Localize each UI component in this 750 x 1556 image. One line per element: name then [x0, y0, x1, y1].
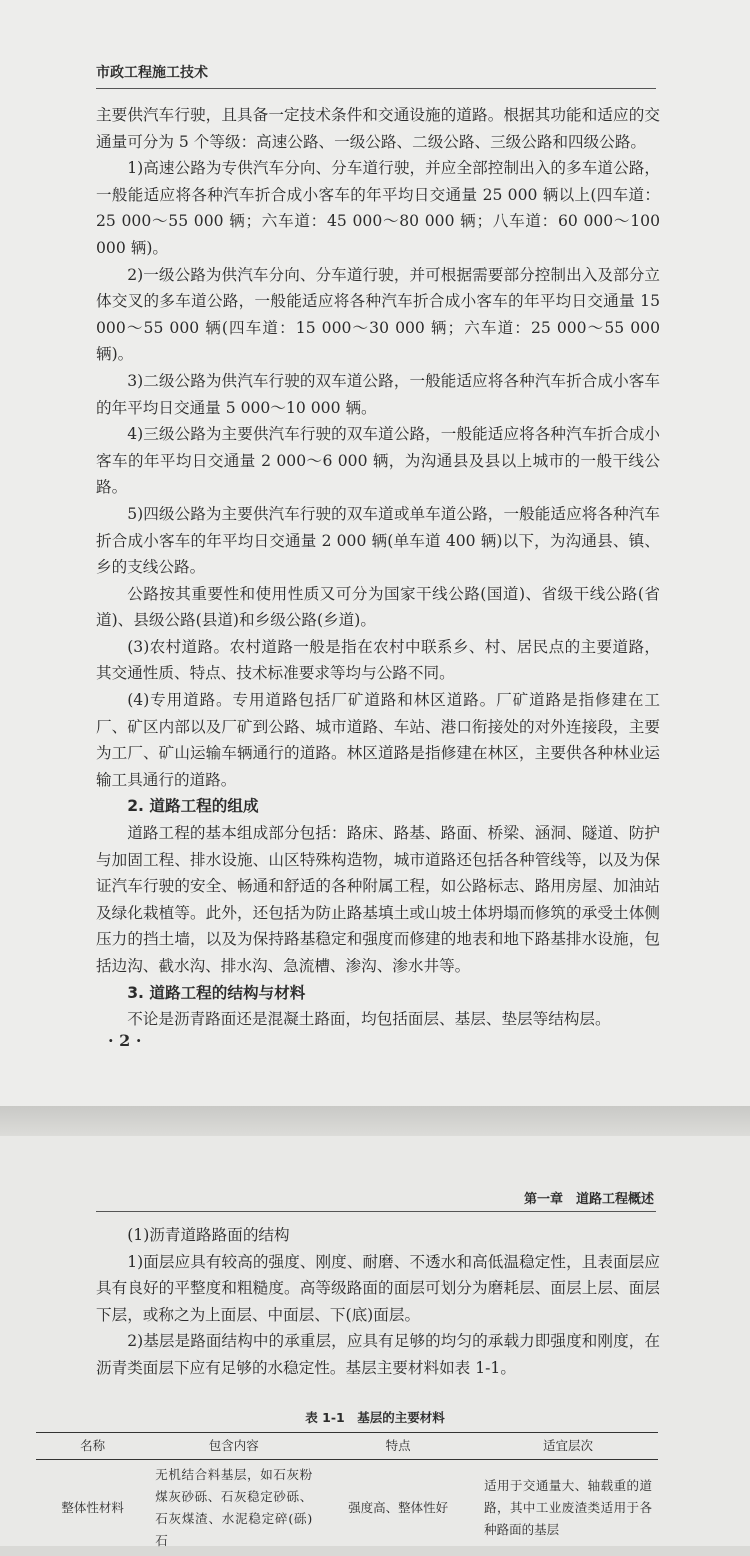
paragraph: 主要供汽车行驶，且具备一定技术条件和交通设施的道路。根据其功能和适应的交通量可分为 5 个等级：高速公路、一级公路、二级公路、三级公路和四级公路。 [96, 102, 660, 155]
paragraph: (4)专用道路。专用道路包括厂矿道路和林区道路。厂矿道路是指修建在工厂、矿区内部以及厂矿到公路、城市道路、车站、港口衔接处的对外连接段，主要为工厂、矿山运输车辆通行的道路。林区道路是指修建在林区，主要供各种林业运输工具通行的道路。 [96, 687, 660, 793]
paragraph: (3)农村道路。农村道路一般是指在农村中联系乡、村、居民点的主要道路，其交通性质、特点、技术标准要求等均与公路不同。 [96, 634, 660, 687]
paragraph: (1)沥青道路路面的结构 [96, 1222, 660, 1249]
paragraph: 1)高速公路为专供汽车分向、分车道行驶，并应全部控制出入的多车道公路，一般能适应将各种汽车折合成小客车的年平均日交通量 25 000 辆以上(四车道：25 000～55 000 辆；六车道：45 000～80 000 辆；八车道：60 000～100 000 辆)。 [96, 155, 660, 261]
cell-layer: 适用于交通量大、轴载重的道路，其中工业废渣类适用于各种路面的基层 [478, 1460, 658, 1556]
page-number: · 2 · [108, 1031, 141, 1050]
table-header-row [36, 1433, 658, 1460]
paragraph: 不论是沥青路面还是混凝土路面，均包括面层、基层、垫层等结构层。 [96, 1006, 660, 1033]
paragraph: 公路按其重要性和使用性质又可分为国家干线公路(国道)、省级干线公路(省道)、县级公路(县道)和乡级公路(乡道)。 [96, 581, 660, 634]
body-text [96, 1222, 660, 1382]
paragraph: 3)二级公路为供汽车行驶的双车道公路，一般能适应将各种汽车折合成小客车的年平均日交通量 5 000～10 000 辆。 [96, 368, 660, 421]
paragraph: 2)一级公路为供汽车分向、分车道行驶，并可根据需要部分控制出入及部分立体交叉的多车道公路，一般能适应将各种汽车折合成小客车的年平均日交通量 15 000～55 000 辆(四车道：15 000～30 000 辆；六车道：25 000～55 000 辆)。 [96, 262, 660, 368]
materials-table [36, 1432, 658, 1556]
paragraph: 4)三级公路为主要供汽车行驶的双车道公路，一般能适应将各种汽车折合成小客车的年平均日交通量 2 000～6 000 辆，为沟通县及县以上城市的一般干线公路。 [96, 421, 660, 501]
paragraph: 2)基层是路面结构中的承重层，应具有足够的均匀的承载力即强度和刚度，在沥青类面层下应有足够的水稳定性。基层主要材料如表 1-1。 [96, 1328, 660, 1381]
paragraph: 5)四级公路为主要供汽车行驶的双车道或单车道公路，一般能适应将各种汽车折合成小客车的年平均日交通量 2 000 辆(单车道 400 辆)以下，为沟通县、镇、乡的支线公路。 [96, 501, 660, 581]
section-heading: 3. 道路工程的结构与材料 [96, 980, 660, 1007]
paragraph: 道路工程的基本组成部分包括：路床、路基、路面、桥梁、涵洞、隧道、防护与加固工程、排水设施、山区特殊构造物，城市道路还包括各种管线等，以及为保证汽车行驶的安全、畅通和舒适的各种附属工程，如公路标志、路用房屋、加油站及绿化栽植等。此外，还包括为防止路基填土或山坡土体坍塌而修筑的承受土体侧压力的挡土墙，以及为保持路基稳定和强度而修建的地表和地下路基排水设施，包括边沟、截水沟、排水沟、急流槽、渗沟、渗水井等。 [96, 820, 660, 980]
column-header: 特点 [318, 1433, 478, 1460]
cell-feature: 强度高、整体性好 [318, 1460, 478, 1556]
paragraph: 1)面层应具有较高的强度、刚度、耐磨、不透水和高低温稳定性，且表面层应具有良好的平整度和粗糙度。高等级路面的面层可划分为磨耗层、面层上层、面层下层，或称之为上面层、中面层、下(底)面层。 [96, 1249, 660, 1329]
running-head: 第一章 道路工程概述 [524, 1188, 654, 1207]
table-caption: 表 1-1 基层的主要材料 [0, 1408, 750, 1426]
section-heading: 2. 道路工程的组成 [96, 793, 660, 820]
cell-content: 无机结合料基层，如石灰粉煤灰砂砾、石灰稳定砂砾、石灰煤渣、水泥稳定碎(砾)石 [149, 1460, 318, 1556]
running-head: 市政工程施工技术 [96, 62, 208, 82]
column-header: 适宜层次 [478, 1433, 658, 1460]
body-text [96, 102, 660, 1033]
table-row [36, 1460, 658, 1556]
header-rule [96, 1211, 656, 1212]
cell-name: 整体性材料 [36, 1460, 149, 1556]
column-header: 名称 [36, 1433, 149, 1460]
page-gap [0, 1106, 750, 1136]
column-header: 包含内容 [149, 1433, 318, 1460]
header-rule [96, 88, 656, 89]
